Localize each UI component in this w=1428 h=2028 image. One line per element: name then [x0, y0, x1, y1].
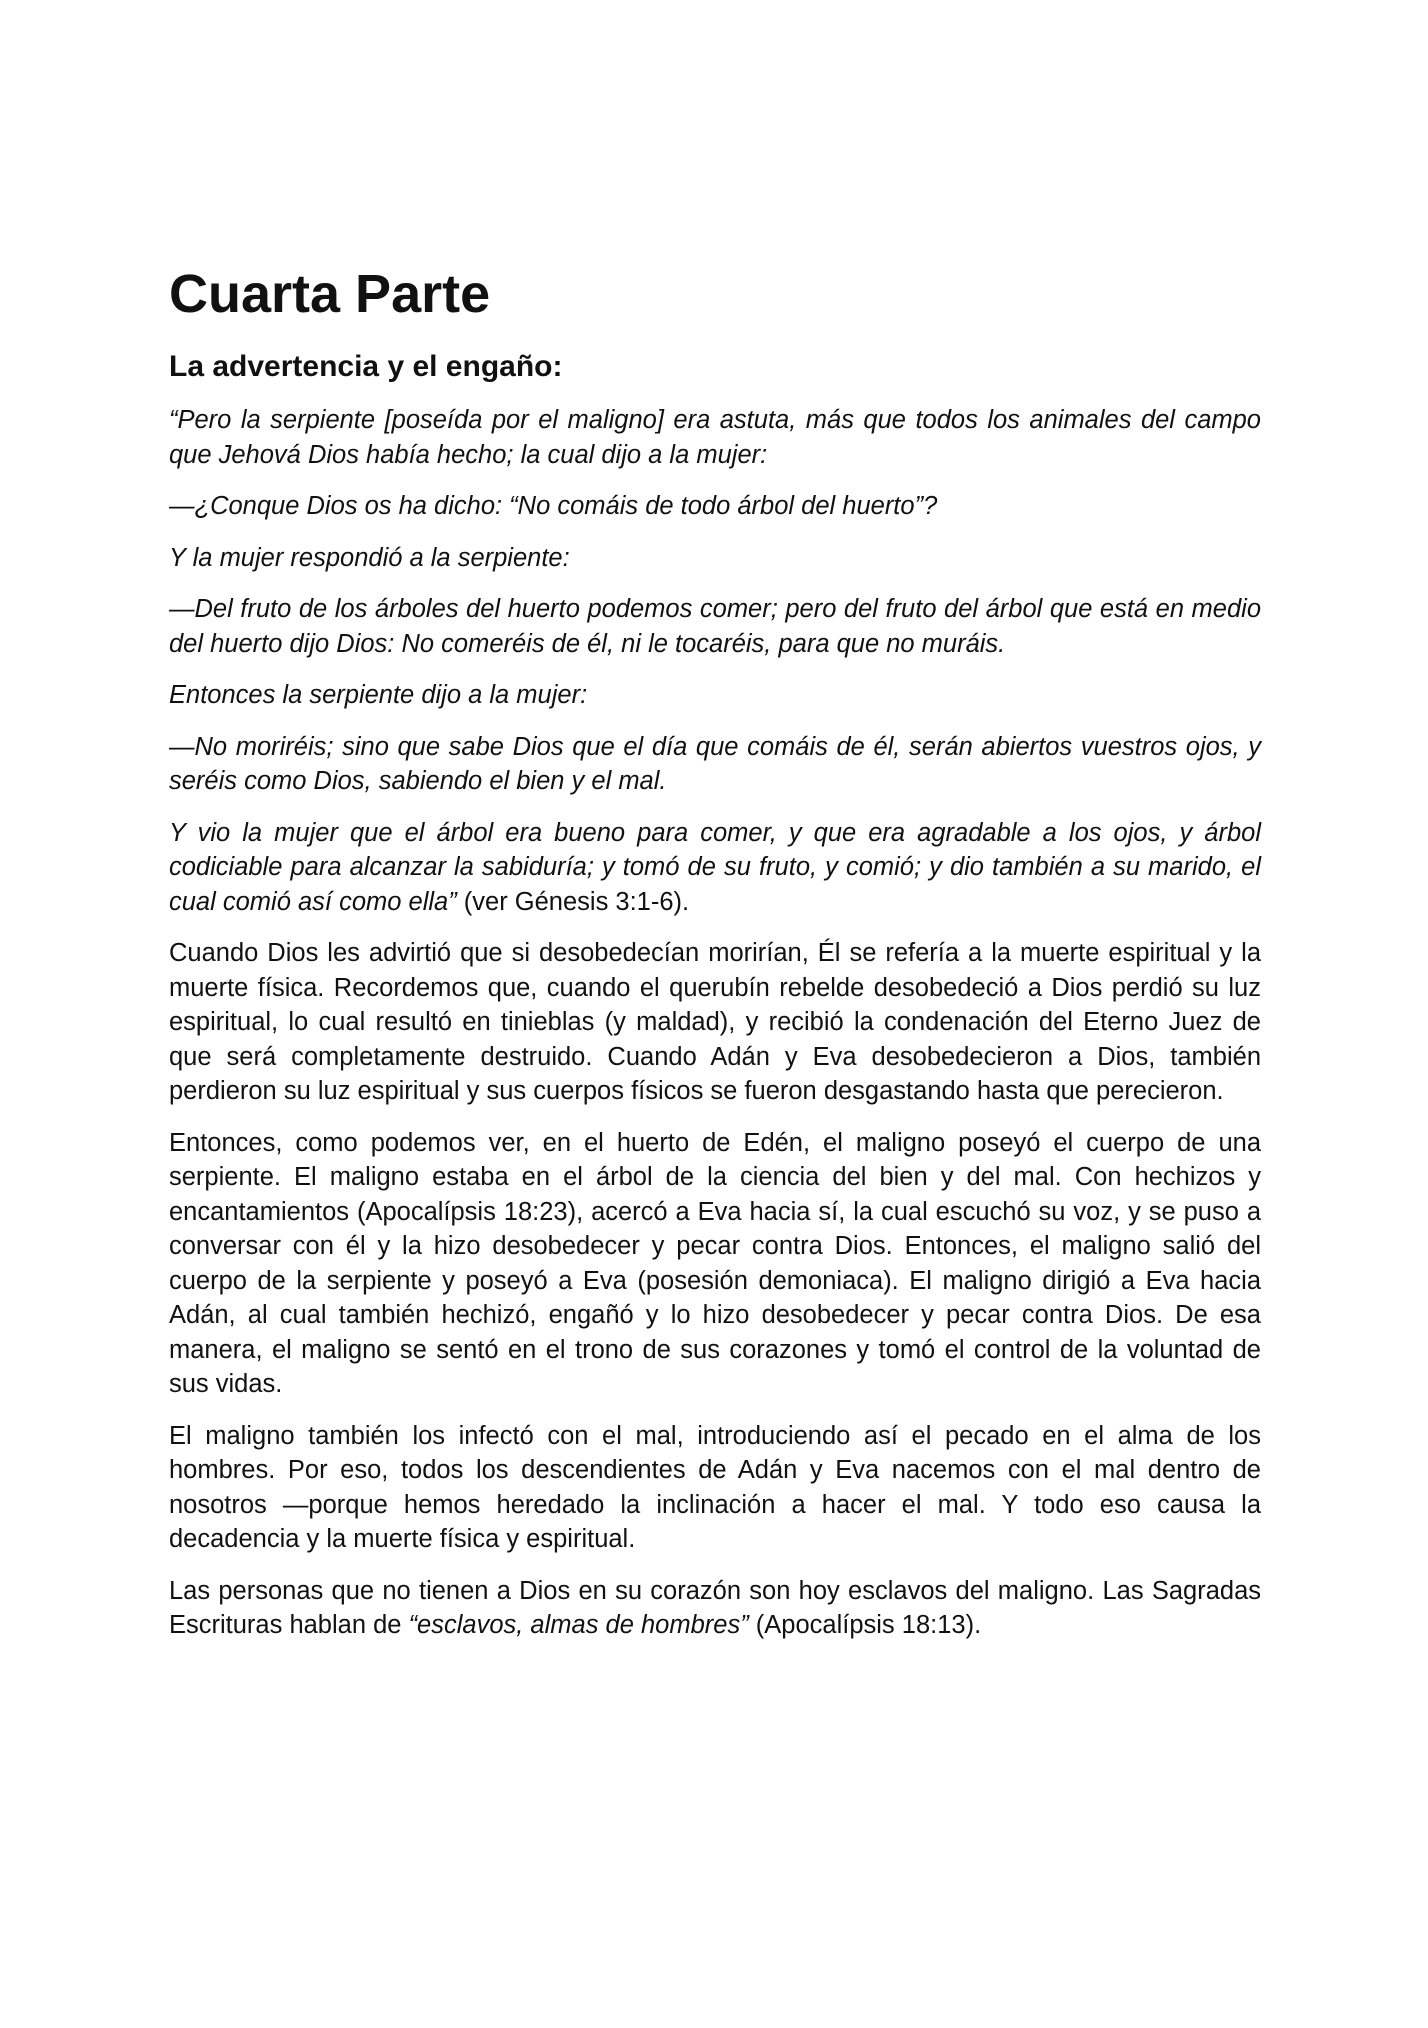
quote-paragraph-3: Y la mujer respondió a la serpiente: [169, 543, 570, 572]
quote-paragraph-7-text: Y vio la mujer que el árbol era bueno para comer, y que era agradable a los ojos, y árbol codiciable para alcanzar la sabiduría; y tomó de su fruto, y comió; y dio también a su marido, el cual comió así como ella” [169, 818, 1261, 916]
quote-paragraph-2: —¿Conque Dios os ha dicho: “No comáis de todo árbol del huerto”? [169, 492, 938, 520]
document-page [169, 262, 1261, 1660]
section-subtitle: La advertencia y el engaño: [169, 350, 563, 383]
chapter-title: Cuarta Parte [169, 264, 491, 324]
quote-paragraph-6: —No moriréis; sino que sabe Dios que el día que comáis de él, serán abiertos vuestros ojos, y seréis como Dios, sabiendo el bien y el mal. [169, 732, 1261, 795]
quote-paragraph-1: “Pero la serpiente [poseída por el maligno] era astuta, más que todos los animales del campo que Jehová Dios había hecho; la cual dijo a la mujer: [169, 406, 1261, 469]
scripture-quote: “esclavos, almas de hombres” [408, 1611, 749, 1639]
quote-paragraph-7 [169, 816, 1261, 920]
body-paragraph-1: Cuando Dios les advirtió que si desobedecían morirían, Él se refería a la muerte espiritual y la muerte física. Recordemos que, cuando el querubín rebelde desobedeció a Dios perdió su luz espiritual, lo cual resultó en tinieblas (y maldad), y recibió la condenación del Eterno Juez de que será completamente destruido. Cuando Adán y Eva desobedecieron a Dios, también perdieron su luz espiritual y sus cuerpos físicos se fueron desgastando hasta que perecieron. [169, 939, 1261, 1105]
quote-paragraph-5: Entonces la serpiente dijo a la mujer: [169, 681, 588, 709]
body-paragraph-4 [169, 1574, 1261, 1643]
body-paragraph-4-start: Las personas que no tienen a Dios en su corazón son hoy esclavos del maligno. Las Sagradas Escrituras hablan de [169, 1576, 1261, 1639]
bible-reference: (ver Génesis 3:1-6). [456, 887, 690, 916]
body-paragraph-2: Entonces, como podemos ver, en el huerto de Edén, el maligno poseyó el cuerpo de una serpiente. El maligno estaba en el árbol de la ciencia del bien y del mal. Con hechizos y encantamientos (Apocalípsis 18:23), acercó a Eva hacia sí, la cual escuchó su voz, y se puso a conversar con él y la hizo desobedecer y pecar contra Dios. Entonces, el maligno salió del cuerpo de la serpiente y poseyó a Eva (posesión demoniaca). El maligno dirigió a Eva hacia Adán, al cual también hechizó, engañó y lo hizo desobedecer y pecar contra Dios. De esa manera, el maligno se sentó en el trono de sus corazones y tomó el control de la voluntad de sus vidas. [169, 1128, 1261, 1398]
body-paragraph-3: El maligno también los infectó con el mal, introduciendo así el pecado en el alma de los hombres. Por eso, todos los descendientes de Adán y Eva nacemos con el mal dentro de nosotros —porque hemos heredado la inclinación a hacer el mal. Y todo eso causa la decadencia y la muerte física y espiritual. [169, 1421, 1261, 1553]
body-paragraph-4-end: (Apocalípsis 18:13). [748, 1611, 982, 1639]
quote-paragraph-4: —Del fruto de los árboles del huerto podemos comer; pero del fruto del árbol que está en medio del huerto dijo Dios: No comeréis de él, ni le tocaréis, para que no muráis. [169, 595, 1261, 658]
